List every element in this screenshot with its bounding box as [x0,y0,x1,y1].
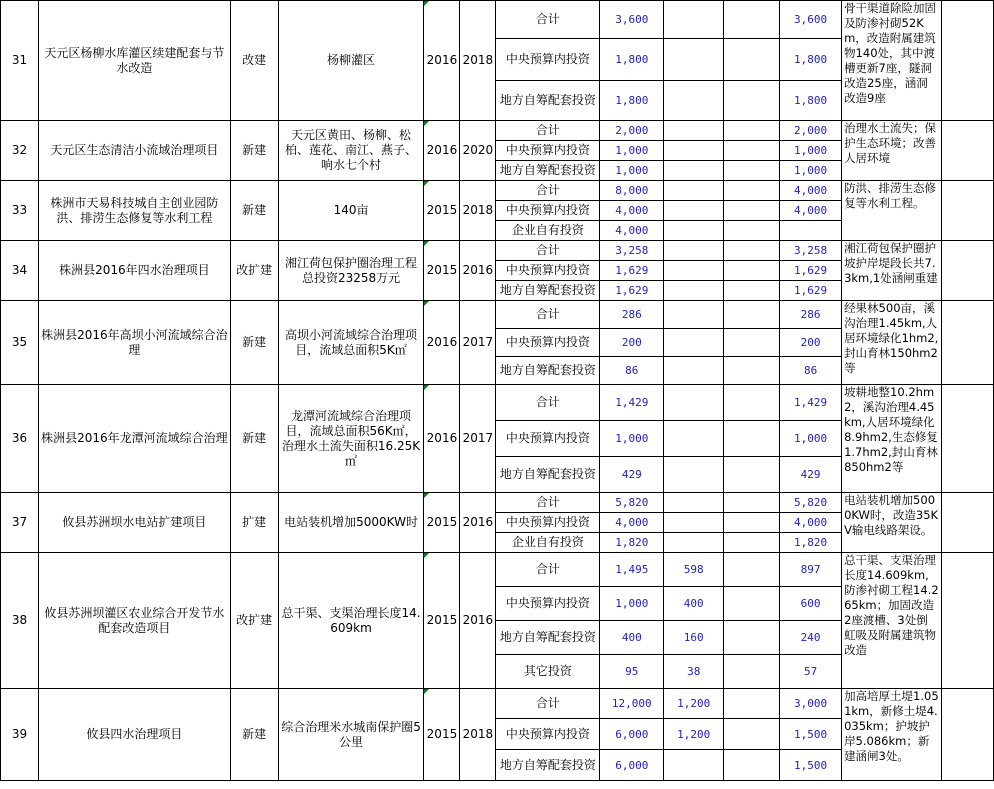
investment-col-3: 200 [780,329,842,357]
fund-source-label: 中央预算内投资 [496,329,600,357]
investment-col-3: 1,820 [780,533,842,553]
fund-source-label: 合计 [496,1,600,39]
investment-col-2 [724,301,780,329]
fund-source-label: 企业自有投资 [496,221,600,241]
investment-col-2 [724,750,780,781]
investment-total: 1,495 [600,553,664,587]
fund-source-label: 地方自筹配套投资 [496,281,600,301]
investment-total: 1,629 [600,281,664,301]
table-row [1,241,994,261]
build-type: 新建 [230,689,278,781]
row-number: 34 [1,241,39,301]
fund-source-label: 中央预算内投资 [496,719,600,750]
start-year: 2015 [424,493,460,553]
construction-scope: 电站装机增加5000KW时 [278,493,424,553]
build-type: 改扩建 [230,241,278,301]
table-row [1,553,994,587]
fund-source-label: 合计 [496,121,600,141]
table-row [1,385,994,421]
fund-source-label: 中央预算内投资 [496,513,600,533]
fund-source-label: 企业自有投资 [496,533,600,553]
fund-source-label: 中央预算内投资 [496,39,600,81]
row-number: 38 [1,553,39,689]
build-type: 新建 [230,181,278,241]
investment-total: 86 [600,357,664,385]
investment-col-1 [664,161,724,181]
project-name: 攸县苏洲坝灌区农业综合开发节水配套改造项目 [38,553,230,689]
investment-col-3: 1,000 [780,161,842,181]
investment-col-3: 3,600 [780,1,842,39]
construction-content: 治理水土流失；保护生态环境；改善人居环境 [842,121,942,181]
table-row [1,689,994,719]
investment-total: 1,000 [600,141,664,161]
investment-total: 4,000 [600,201,664,221]
investment-col-3: 3,000 [780,689,842,719]
investment-col-2 [724,357,780,385]
start-year: 2015 [424,689,460,781]
construction-scope: 杨柳灌区 [278,1,424,121]
fund-source-label: 合计 [496,301,600,329]
investment-total: 8,000 [600,181,664,201]
investment-col-1 [664,261,724,281]
end-year: 2018 [460,689,496,781]
start-year: 2016 [424,1,460,121]
investment-col-1 [664,1,724,39]
investment-col-1 [664,121,724,141]
investment-col-1 [664,141,724,161]
investment-total: 3,600 [600,1,664,39]
fund-source-label: 合计 [496,689,600,719]
investment-col-2 [724,39,780,81]
investment-col-3: 1,000 [780,421,842,457]
investment-col-1: 400 [664,587,724,621]
investment-col-3: 1,000 [780,141,842,161]
investment-col-1 [664,301,724,329]
project-name: 天元区杨柳水库灌区续建配套与节水改造 [38,1,230,121]
investment-col-2 [724,553,780,587]
end-year: 2017 [460,301,496,385]
investment-col-1 [664,493,724,513]
end-year: 2017 [460,385,496,493]
construction-content: 骨干渠道除险加固及防渗衬砌52Km，改造附属建筑物140处，其中渡槽更新7座，隧洞改造25座，涵洞改造9座 [842,1,942,121]
fund-source-label: 地方自筹配套投资 [496,357,600,385]
row-number: 37 [1,493,39,553]
start-year: 2016 [424,385,460,493]
investment-total: 1,000 [600,161,664,181]
construction-scope: 湘江荷包保护圈治理工程总投资23258万元 [278,241,424,301]
construction-scope: 高坝小河流域综合治理项目，流域总面积5K㎡ [278,301,424,385]
investment-col-2 [724,81,780,121]
end-year: 2016 [460,241,496,301]
investment-col-2 [724,493,780,513]
investment-col-2 [724,201,780,221]
investment-col-1 [664,329,724,357]
investment-total: 3,258 [600,241,664,261]
row-number: 35 [1,301,39,385]
fund-source-label: 合计 [496,553,600,587]
construction-scope: 总干渠、支渠治理长度14.609km [278,553,424,689]
investment-total: 12,000 [600,689,664,719]
build-type: 新建 [230,121,278,181]
fund-source-label: 地方自筹配套投资 [496,457,600,493]
investment-total: 1,820 [600,533,664,553]
row-number: 32 [1,121,39,181]
construction-content: 湘江荷包保护圈护坡护岸堤段长共7.3km,1处涵闸重建 [842,241,942,301]
investment-col-2 [724,121,780,141]
fund-source-label: 中央预算内投资 [496,141,600,161]
investment-col-2 [724,655,780,689]
build-type: 新建 [230,301,278,385]
investment-col-1 [664,81,724,121]
investment-col-3: 1,800 [780,39,842,81]
fund-source-label: 合计 [496,241,600,261]
investment-col-3: 2,000 [780,121,842,141]
investment-col-2 [724,221,780,241]
fund-source-label: 合计 [496,493,600,513]
fund-source-label: 中央预算内投资 [496,201,600,221]
construction-content: 总干渠、支渠治理长度14.609km,防渗衬砌工程14.265km；加固改造2座渡槽、3处倒虹吸及附属建筑物改造 [842,553,942,689]
construction-content: 防洪、排涝生态修复等水利工程。 [842,181,942,241]
build-type: 扩建 [230,493,278,553]
investment-col-1 [664,181,724,201]
project-name: 攸县苏洲坝水电站扩建项目 [38,493,230,553]
investment-col-3: 240 [780,621,842,655]
investment-total: 1,000 [600,587,664,621]
investment-total: 1,629 [600,261,664,281]
investment-col-2 [724,161,780,181]
investment-total: 5,820 [600,493,664,513]
blank-cell [941,121,993,181]
investment-total: 1,000 [600,421,664,457]
start-year: 2016 [424,301,460,385]
build-type: 改扩建 [230,553,278,689]
blank-cell [941,181,993,241]
investment-col-2 [724,329,780,357]
construction-content: 坡耕地整10.2hm2，溪沟治理4.45km,人居环境绿化8.9hm2,生态修复1.7hm2,封山育林850hm2等 [842,385,942,493]
fund-source-label: 地方自筹配套投资 [496,161,600,181]
start-year: 2015 [424,241,460,301]
investment-col-1: 1,200 [664,719,724,750]
investment-total: 1,800 [600,39,664,81]
table-row [1,121,994,141]
construction-scope: 综合治理米水城南保护圈5公里 [278,689,424,781]
investment-total: 6,000 [600,750,664,781]
investment-total: 95 [600,655,664,689]
investment-col-1: 38 [664,655,724,689]
project-name: 攸县四水治理项目 [38,689,230,781]
project-name: 株洲市天易科技城自主创业园防洪、排涝生态修复等水利工程 [38,181,230,241]
investment-total: 286 [600,301,664,329]
end-year: 2016 [460,553,496,689]
fund-source-label: 合计 [496,181,600,201]
fund-source-label: 中央预算内投资 [496,587,600,621]
fund-source-label: 其它投资 [496,655,600,689]
investment-col-2 [724,281,780,301]
investment-col-2 [724,385,780,421]
start-year: 2015 [424,181,460,241]
fund-source-label: 地方自筹配套投资 [496,750,600,781]
construction-content: 经果林500亩，溪沟治理1.45km,人居环境绿化1hm2,封山育林150hm2等 [842,301,942,385]
investment-col-3: 286 [780,301,842,329]
investment-col-3: 897 [780,553,842,587]
blank-cell [941,385,993,493]
construction-content: 加高培厚土堤1.051km，新修土堤4.035km；护坡护岸5.086km；新建涵闸3处。 [842,689,942,781]
investment-col-2 [724,719,780,750]
row-number: 36 [1,385,39,493]
end-year: 2020 [460,121,496,181]
blank-cell [941,301,993,385]
investment-col-3: 4,000 [780,201,842,221]
build-type: 新建 [230,385,278,493]
build-type: 改建 [230,1,278,121]
investment-col-2 [724,457,780,493]
construction-content: 电站装机增加5000KW时，改造35KV输电线路架设。 [842,493,942,553]
fund-source-label: 地方自筹配套投资 [496,621,600,655]
investment-total: 200 [600,329,664,357]
start-year: 2015 [424,553,460,689]
investment-col-2 [724,421,780,457]
investment-col-1 [664,357,724,385]
investment-col-2 [724,181,780,201]
investment-col-1 [664,513,724,533]
investment-col-2 [724,533,780,553]
project-name: 天元区生态清洁小流域治理项目 [38,121,230,181]
investment-total: 429 [600,457,664,493]
construction-scope: 龙潭河流域综合治理项目，流域总面积56K㎡，治理水土流失面积16.25K㎡ [278,385,424,493]
table-row [1,181,994,201]
table-row [1,1,994,39]
investment-col-1 [664,221,724,241]
investment-col-1 [664,39,724,81]
investment-col-3: 86 [780,357,842,385]
investment-col-1: 1,200 [664,689,724,719]
investment-col-3: 57 [780,655,842,689]
fund-source-label: 地方自筹配套投资 [496,81,600,121]
investment-total: 400 [600,621,664,655]
fund-source-label: 合计 [496,385,600,421]
table-row [1,301,994,329]
project-name: 株洲县2016年四水治理项目 [38,241,230,301]
investment-col-2 [724,513,780,533]
investment-col-3: 1,500 [780,750,842,781]
investment-col-3: 600 [780,587,842,621]
project-name: 株洲县2016年高坝小河流域综合治理 [38,301,230,385]
investment-total: 1,429 [600,385,664,421]
investment-total: 4,000 [600,513,664,533]
end-year: 2016 [460,493,496,553]
row-number: 33 [1,181,39,241]
investment-col-3: 1,500 [780,719,842,750]
investment-col-1: 598 [664,553,724,587]
investment-col-3: 1,629 [780,281,842,301]
end-year: 2018 [460,1,496,121]
investment-total: 4,000 [600,221,664,241]
investment-col-3: 3,258 [780,241,842,261]
investment-col-1 [664,385,724,421]
table-row [1,493,994,513]
end-year: 2018 [460,181,496,241]
investment-total: 2,000 [600,121,664,141]
investment-col-2 [724,689,780,719]
start-year: 2016 [424,121,460,181]
investment-col-1 [664,533,724,553]
construction-scope: 天元区黄田、杨柳、松柏、莲花、南江、燕子、响水七个村 [278,121,424,181]
investment-col-1 [664,201,724,221]
investment-col-3: 1,429 [780,385,842,421]
blank-cell [941,493,993,553]
investment-total: 1,800 [600,81,664,121]
blank-cell [941,553,993,689]
investment-total: 6,000 [600,719,664,750]
investment-col-2 [724,261,780,281]
row-number: 31 [1,1,39,121]
fund-source-label: 中央预算内投资 [496,421,600,457]
investment-col-1: 160 [664,621,724,655]
project-name: 株洲县2016年龙潭河流域综合治理 [38,385,230,493]
investment-col-1 [664,241,724,261]
construction-scope: 140亩 [278,181,424,241]
investment-col-3 [780,221,842,241]
investment-col-3: 1,629 [780,261,842,281]
investment-col-3: 5,820 [780,493,842,513]
investment-col-2 [724,241,780,261]
blank-cell [941,241,993,301]
investment-col-3: 429 [780,457,842,493]
investment-col-1 [664,281,724,301]
investment-col-1 [664,750,724,781]
investment-col-1 [664,457,724,493]
investment-col-2 [724,621,780,655]
investment-col-2 [724,587,780,621]
investment-col-2 [724,1,780,39]
row-number: 39 [1,689,39,781]
investment-col-3: 4,000 [780,181,842,201]
investment-col-3: 1,800 [780,81,842,121]
investment-col-1 [664,421,724,457]
fund-source-label: 中央预算内投资 [496,261,600,281]
blank-cell [941,1,993,121]
investment-col-2 [724,141,780,161]
blank-cell [941,689,993,781]
investment-col-3: 4,000 [780,513,842,533]
